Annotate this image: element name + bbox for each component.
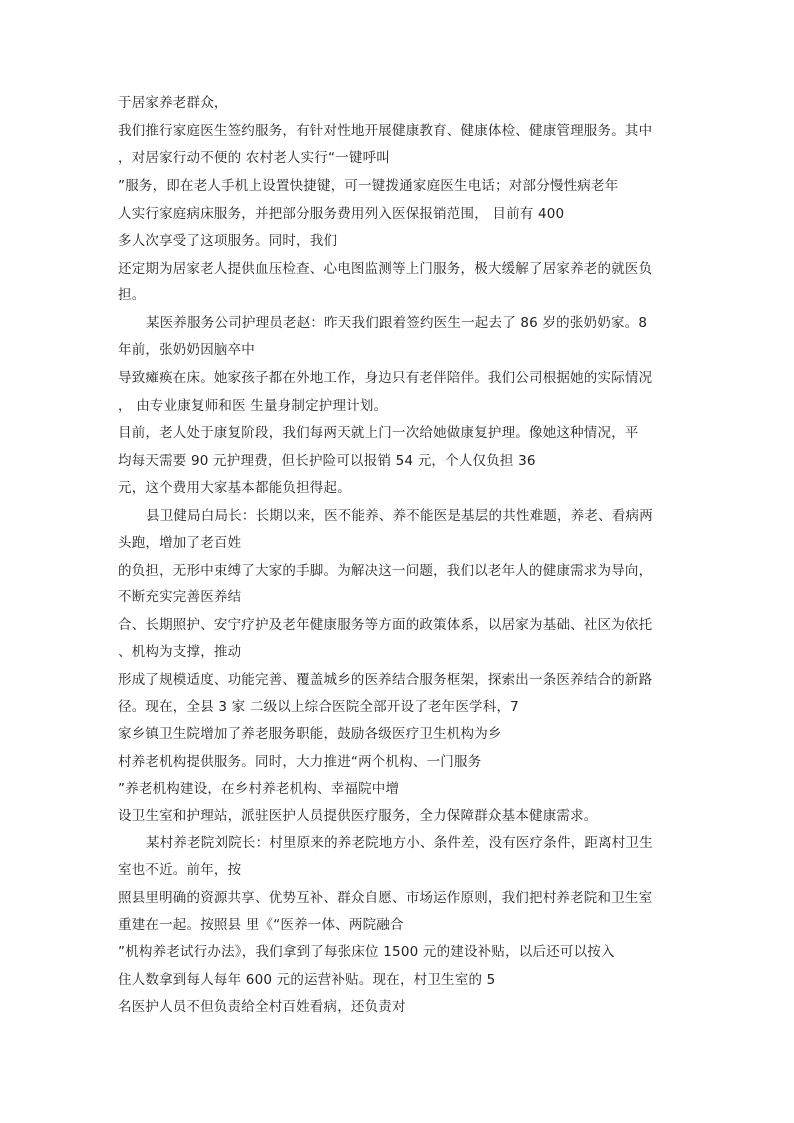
text-line: ”养老机构建设，在乡村养老机构、幸福院中增	[118, 781, 400, 797]
text-line: 名医护人员不但负责给全村百姓看病，还负责对	[118, 999, 406, 1015]
text-line: 我们推行家庭医生签约服务，有针对性地开展健康教育、健康体检、健康管理服务。其中	[118, 123, 653, 139]
text-line: 元，这个费用大家基本都能负担得起。	[118, 480, 351, 496]
text-line: 家乡镇卫生院增加了养老服务职能，鼓励各级医疗卫生机构为乡	[118, 726, 502, 742]
text-line: 村养老机构提供服务。同时，大力推进“两个机构、一门服务	[118, 754, 482, 770]
text-line: ”机构养老试行办法》，我们拿到了每张床位 1500 元的建设补贴，以后还可以按入	[118, 944, 615, 960]
text-line: 重建在一起。按照县 里《“医养一体、两院融合	[118, 917, 404, 933]
text-line: 径。现在，全县 3 家 二级以上综合医院全部开设了老年医学科，7	[118, 699, 519, 715]
text-line: ， 由专业康复师和医 生量身制定护理计划。	[118, 398, 388, 414]
text-line: 设卫生室和护理站，派驻医护人员提供医疗服务，全力保障群众基本健康需求。	[118, 808, 598, 824]
text-line: 年前，张奶奶因脑卒中	[118, 342, 255, 358]
text-line: 多人次享受了这项服务。同时，我们	[118, 233, 338, 249]
text-line: 的负担，无形中束缚了大家的手脚。为解决这一问题，我们以老年人的健康需求为导向，	[118, 563, 653, 579]
paragraph-first-line: 某村养老院刘院长：村里原来的养老院地方小、条件差，没有医疗条件，距离村卫生	[146, 835, 653, 851]
text-line: 照县里明确的资源共享、优势互补、群众自愿、市场运作原则，我们把村养老院和卫生室	[118, 890, 653, 906]
paragraph-first-line: 某医养服务公司护理员老赵：昨天我们跟着签约医生一起去了 86 岁的张奶奶家。8	[146, 315, 648, 331]
text-line: 形成了规模适度、功能完善、覆盖城乡的医养结合服务框架，探索出一条医养结合的新路	[118, 672, 653, 688]
text-line: ”服务，即在老人手机上设置快捷键，可一键拨通家庭医生电话；对部分慢性病老年	[118, 178, 619, 194]
text-line: 导致瘫痪在床。她家孩子都在外地工作，身边只有老伴陪伴。我们公司根据她的实际情况	[118, 370, 653, 386]
text-line: 目前，老人处于康复阶段，我们每两天就上门一次给她做康复护理。像她这种情况，平	[118, 425, 639, 441]
text-line: 不断充实完善医养结	[118, 589, 242, 605]
text-line: 担。	[118, 287, 146, 303]
text-line: 还定期为居家老人提供血压检查、心电图监测等上门服务，极大缓解了居家养老的就医负	[118, 261, 653, 277]
text-line: 头跑，增加了老百姓	[118, 535, 242, 551]
text-line: 室也不近。前年，按	[118, 862, 242, 878]
text-line: 人实行家庭病床服务，并把部分服务费用列入医保报销范围， 目前有 400	[118, 206, 565, 222]
text-line: 均每天需要 90 元护理费，但长护险可以报销 54 元，个人仅负担 36	[118, 453, 536, 469]
text-line: 、机构为支撑，推动	[118, 644, 242, 660]
text-line: 住人数拿到每人每年 600 元的运营补贴。现在，村卫生室的 5	[118, 972, 496, 988]
paragraph-first-line: 县卫健局白局长：长期以来，医不能养、养不能医是基层的共性难题，养老、看病两	[146, 508, 653, 524]
text-line: 合、长期照护、安宁疗护及老年健康服务等方面的政策体系，以居家为基础、社区为依托	[118, 617, 653, 633]
text-line: 于居家养老群众，	[118, 95, 228, 111]
text-line: ，对居家行动不便的 农村老人实行“一键呼叫	[118, 150, 390, 166]
